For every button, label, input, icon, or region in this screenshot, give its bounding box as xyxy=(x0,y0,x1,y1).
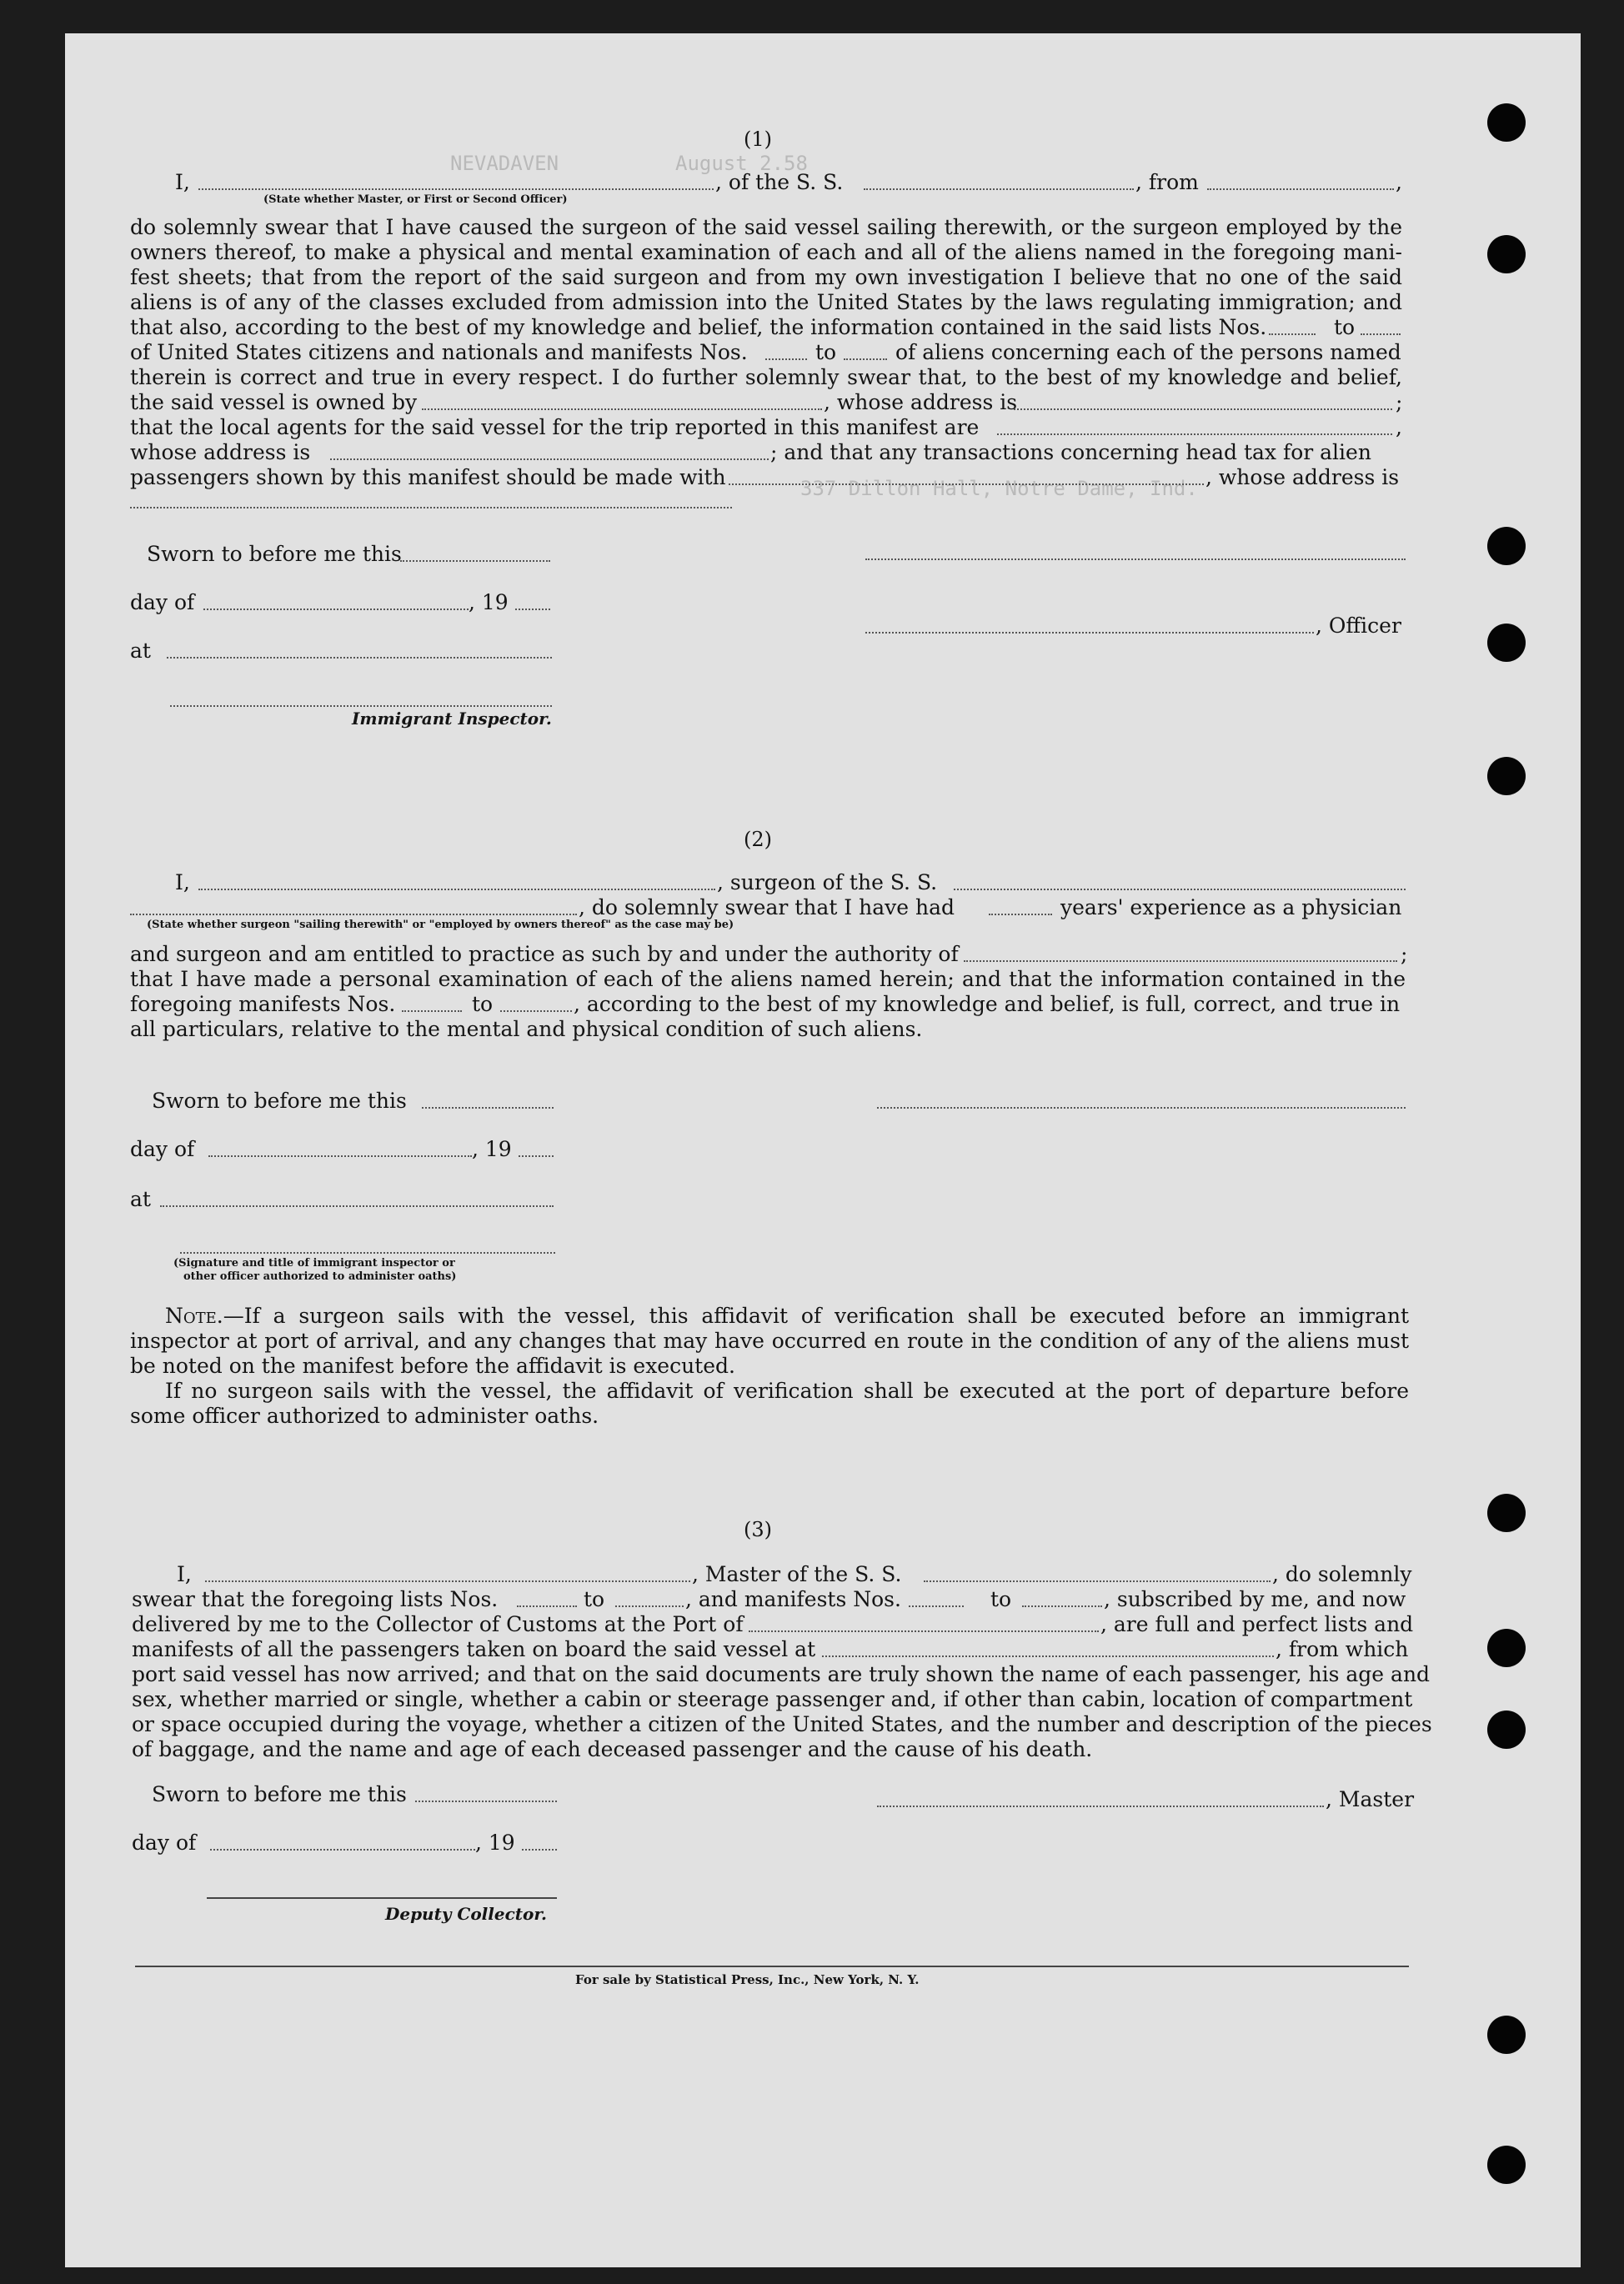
s3-subscribed-text: , subscribed by me, and now xyxy=(1104,1587,1406,1611)
collector-caption: Deputy Collector. xyxy=(385,1904,548,1924)
binder-hole xyxy=(1487,624,1526,662)
collector-signature-line[interactable] xyxy=(207,1897,557,1899)
binder-hole xyxy=(1487,2146,1526,2184)
s1-comma: , xyxy=(1396,170,1402,194)
s1-at-field[interactable] xyxy=(167,642,552,659)
s2-note-line: inspector at port of arrival, and any changes that may have occurred en route in the condition of any of the aliens must xyxy=(130,1329,1409,1353)
note-text: —If a surgeon sails with the vessel, this affidavit of verification shall be executed before an immigrant xyxy=(223,1304,1409,1328)
s2-note-line: If no surgeon sails with the vessel, the affidavit of verification shall be executed at the port of departure before xyxy=(165,1379,1409,1403)
s1-day-field[interactable] xyxy=(203,594,469,610)
bleed-through-text: August 2.58 xyxy=(675,152,808,175)
s3-para: of baggage, and the name and age of each deceased passenger and the cause of his death. xyxy=(132,1737,1093,1761)
s1-comma: , xyxy=(1396,415,1402,439)
s1-para: owners thereof, to make a physical and mental examination of each and all of the aliens named in the foregoing mani- xyxy=(130,240,1402,264)
master-signature-line[interactable] xyxy=(877,1791,1324,1807)
s1-manifests-text: of United States citizens and nationals and manifests Nos. xyxy=(130,340,748,364)
s3-year-prefix: , 19 xyxy=(475,1831,515,1855)
s1-to: to xyxy=(1334,315,1356,339)
s2-manifests-to-field[interactable] xyxy=(500,995,572,1012)
s2-inspector-signature-line[interactable] xyxy=(180,1252,555,1254)
s2-note-line: be noted on the manifest before the affidavit is executed. xyxy=(130,1354,735,1378)
s3-manifests-of-text: manifests of all the passengers taken on board the said vessel at xyxy=(132,1637,816,1661)
s2-according-text: , according to the best of my knowledge and belief, is full, correct, and true in xyxy=(574,992,1401,1016)
owner-address-field[interactable] xyxy=(1014,393,1392,410)
s1-rank-note: (State whether Master, or First or Second Officer) xyxy=(263,193,568,206)
s1-para: therein is correct and true in every respect. I do further solemnly swear that, to the best of my knowledge and belief, xyxy=(130,365,1402,389)
vessel-name-field[interactable] xyxy=(864,173,1134,190)
head-tax-party-field[interactable] xyxy=(729,468,1204,485)
s2-i: I, xyxy=(175,870,190,894)
s3-delivered-text: delivered by me to the Collector of Customs at the Port of xyxy=(132,1612,744,1636)
s2-years-text: years' experience as a physician xyxy=(1060,895,1402,919)
inspector-signature-line[interactable] xyxy=(170,705,552,707)
s1-semicolon: ; xyxy=(1396,390,1403,414)
s3-from-which: , from which xyxy=(1276,1637,1409,1661)
s1-para: do solemnly swear that I have caused the surgeon of the said vessel sailing therewith, or the surgeon employed by the xyxy=(130,215,1402,239)
s1-aliens-text: of aliens concerning each of the persons named xyxy=(895,340,1401,364)
boarding-port-field[interactable] xyxy=(822,1640,1274,1657)
s2-authority-text: and surgeon and am entitled to practice as such by and under the authority of xyxy=(130,942,959,966)
s1-address-text: , whose address is xyxy=(824,390,1018,414)
s2-vessel-field[interactable] xyxy=(954,874,1406,890)
s3-para: sex, whether married or single, whether a cabin or steerage passenger and, if other than cabin, location of compartment xyxy=(132,1687,1413,1711)
binder-hole xyxy=(1487,235,1526,273)
s2-para: that I have made a personal examination of each of the aliens named herein; and that the information contained in the xyxy=(130,967,1406,991)
officer-label: , Officer xyxy=(1316,614,1401,638)
s3-manifests-from-field[interactable] xyxy=(909,1590,964,1607)
s1-para: fest sheets; that from the report of the said surgeon and from my own investigation I believe that no one of the said xyxy=(130,265,1402,289)
s2-day-field[interactable] xyxy=(208,1140,472,1157)
s3-manifests-to-field[interactable] xyxy=(1022,1590,1102,1607)
s2-para: all particulars, relative to the mental and physical condition of such aliens. xyxy=(130,1017,923,1041)
surgeon-signature-line[interactable] xyxy=(877,1107,1406,1109)
footer-rule xyxy=(135,1966,1409,1967)
s3-solemnly-text: , do solemnly xyxy=(1272,1562,1412,1586)
s1-head-tax-text: ; and that any transactions concerning head tax for alien xyxy=(770,440,1371,464)
s1-sworn-label: Sworn to before me this xyxy=(147,542,402,566)
s2-at-field[interactable] xyxy=(160,1190,554,1207)
s3-lists-to-field[interactable] xyxy=(615,1590,684,1607)
s3-to: to xyxy=(584,1587,605,1611)
s3-lists-text: swear that the foregoing lists Nos. xyxy=(132,1587,499,1611)
s3-master-of-ss: , Master of the S. S. xyxy=(692,1562,902,1586)
s3-sworn-date-field[interactable] xyxy=(415,1786,557,1802)
note-label: Note. xyxy=(165,1304,223,1328)
s2-swear-text: , do solemnly swear that I have had xyxy=(579,895,955,919)
authority-field[interactable] xyxy=(964,945,1397,962)
master-name-field[interactable] xyxy=(205,1565,690,1582)
binder-hole xyxy=(1487,757,1526,795)
agents-address-field[interactable] xyxy=(330,443,769,460)
from-port-field[interactable] xyxy=(1207,173,1394,190)
s3-to: to xyxy=(990,1587,1012,1611)
lists-from-field[interactable] xyxy=(1269,318,1316,335)
s1-lists-text: that also, according to the best of my knowledge and belief, the information contained in the said lists Nos. xyxy=(130,315,1267,339)
s3-day-label: day of xyxy=(132,1831,197,1855)
s1-i: I, xyxy=(175,170,190,194)
s1-of-ss: , of the S. S. xyxy=(715,170,844,194)
s1-para: aliens is of any of the classes excluded from admission into the United States by the laws regulating immigration; and xyxy=(130,290,1402,314)
s1-from: , from xyxy=(1135,170,1199,194)
binder-hole xyxy=(1487,527,1526,565)
s3-vessel-field[interactable] xyxy=(924,1565,1271,1582)
s1-whose-address: whose address is xyxy=(130,440,311,464)
s2-semicolon: ; xyxy=(1401,942,1408,966)
s2-manifests-from-field[interactable] xyxy=(402,995,462,1012)
master-label: , Master xyxy=(1326,1787,1415,1811)
inspector-caption: Immigrant Inspector. xyxy=(352,709,552,729)
section-1-number: (1) xyxy=(744,128,772,151)
s3-manifests-text: , and manifests Nos. xyxy=(685,1587,901,1611)
s1-at-label: at xyxy=(130,639,151,663)
s1-sworn-date-field[interactable] xyxy=(400,545,550,562)
section-3-number: (3) xyxy=(744,1518,772,1541)
publisher-footer: For sale by Statistical Press, Inc., New York, N. Y. xyxy=(575,1972,920,1987)
s2-surgeon-of-ss: , surgeon of the S. S. xyxy=(717,870,938,894)
surgeon-name-field[interactable] xyxy=(198,874,715,890)
bleed-through-text: 337 Dillon Hall, Notre Dame, Ind. xyxy=(800,477,1198,500)
manifests-to-field[interactable] xyxy=(844,343,887,360)
s2-day-label: day of xyxy=(130,1137,195,1161)
s2-signature-note: other officer authorized to administer oaths) xyxy=(183,1270,457,1283)
s2-at-label: at xyxy=(130,1187,151,1211)
s3-i: I, xyxy=(177,1562,192,1586)
binder-hole xyxy=(1487,2016,1526,2054)
section-2-number: (2) xyxy=(744,828,772,851)
owner-field[interactable] xyxy=(422,393,822,410)
manifests-from-field[interactable] xyxy=(765,343,807,360)
s1-passengers-text: passengers shown by this manifest should be made with xyxy=(130,465,726,489)
s2-surgeon-note: (State whether surgeon "sailing therewith" or "employed by owners thereof" as the case may be) xyxy=(147,919,734,931)
bleed-through-text: NEVADAVEN xyxy=(450,152,559,175)
s2-year-field[interactable] xyxy=(519,1140,554,1157)
binder-hole xyxy=(1487,1629,1526,1667)
s1-to: to xyxy=(815,340,837,364)
s2-to: to xyxy=(472,992,494,1016)
s3-para: or space occupied during the voyage, whether a citizen of the United States, and the number and description of the pieces xyxy=(132,1712,1432,1736)
years-experience-field[interactable] xyxy=(989,899,1052,915)
s3-day-field[interactable] xyxy=(210,1834,475,1851)
lists-to-field[interactable] xyxy=(1361,318,1401,335)
officer-title-field[interactable] xyxy=(865,617,1314,634)
head-tax-address-field[interactable] xyxy=(130,507,732,508)
s2-signature-note: (Signature and title of immigrant inspector or xyxy=(173,1257,455,1270)
s1-owned-text: the said vessel is owned by xyxy=(130,390,418,414)
s1-year-prefix: , 19 xyxy=(469,590,509,614)
s2-year-prefix: , 19 xyxy=(472,1137,512,1161)
s1-agents-text: that the local agents for the said vessel for the trip reported in this manifest are xyxy=(130,415,980,439)
s2-sworn-label: Sworn to before me this xyxy=(152,1089,407,1113)
s3-para: port said vessel has now arrived; and that on the said documents are truly shown the name of each passenger, his age and xyxy=(132,1662,1431,1686)
s1-year-field[interactable] xyxy=(515,594,550,610)
s3-lists-from-field[interactable] xyxy=(517,1590,577,1607)
officer-rank-field[interactable] xyxy=(198,173,714,190)
s3-sworn-label: Sworn to before me this xyxy=(152,1782,407,1806)
s1-whose-address-is: , whose address is xyxy=(1205,465,1400,489)
s2-manifests-text: foregoing manifests Nos. xyxy=(130,992,396,1016)
agents-field[interactable] xyxy=(997,418,1392,435)
s1-day-label: day of xyxy=(130,590,195,614)
s2-note-line: some officer authorized to administer oaths. xyxy=(130,1404,599,1428)
s3-year-field[interactable] xyxy=(522,1834,557,1851)
s3-perfect-text: , are full and perfect lists and xyxy=(1100,1612,1414,1636)
surgeon-type-field[interactable] xyxy=(130,899,577,915)
s2-note-line xyxy=(165,1304,1409,1329)
s2-sworn-date-field[interactable] xyxy=(422,1092,554,1109)
port-field[interactable] xyxy=(749,1615,1099,1632)
officer-signature-line[interactable] xyxy=(865,558,1406,560)
